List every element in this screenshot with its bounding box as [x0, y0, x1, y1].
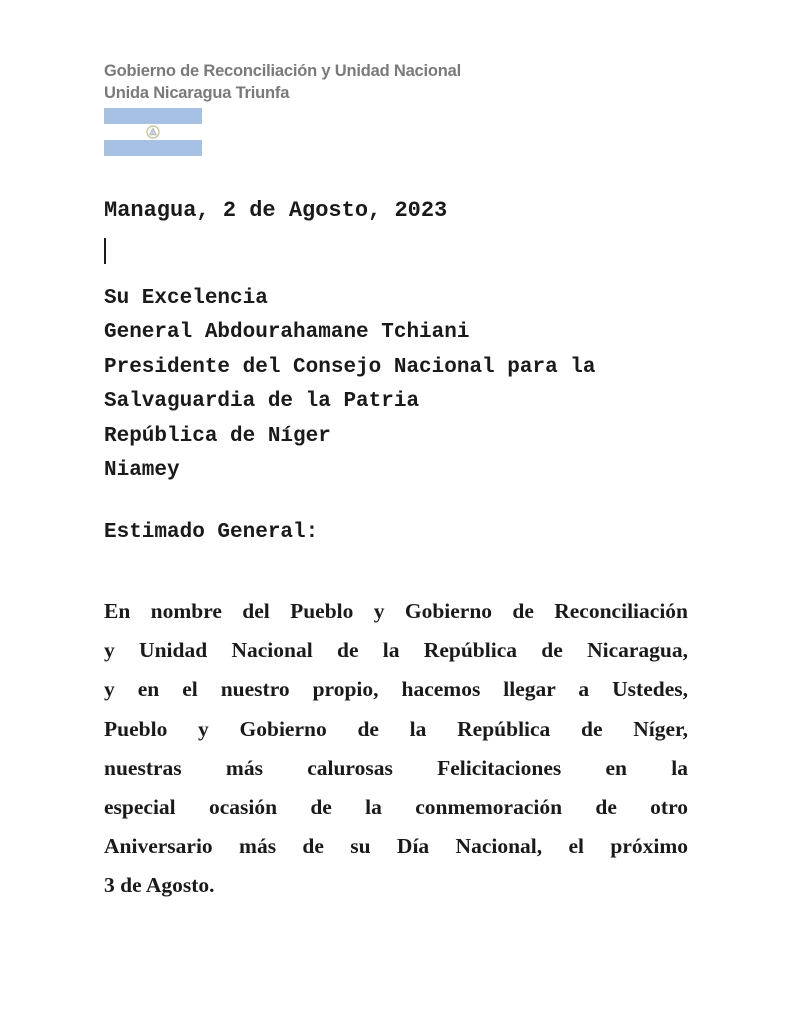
letterhead-line-1: Gobierno de Reconciliación y Unidad Nacional: [104, 62, 462, 80]
flag-emblem-icon: [145, 125, 161, 139]
salutation: Estimado General:: [104, 521, 319, 544]
body-line: y Unidad Nacional de la República de Nicaragua,: [104, 638, 688, 663]
body-line: y en el nuestro propio, hacemos llegar a Ustedes,: [104, 677, 688, 702]
recipient-line: Presidente del Consejo Nacional para la: [104, 355, 596, 379]
recipient-line: República de Níger: [104, 424, 331, 448]
letterhead-line-2: Unida Nicaragua Triunfa: [104, 84, 290, 102]
recipient-line: Salvaguardia de la Patria: [104, 390, 420, 414]
recipient-line: General Abdourahamane Tchiani: [104, 321, 470, 345]
body-line: nuestras más calurosas Felicitaciones en la: [104, 755, 688, 780]
letterhead: [104, 60, 461, 104]
body-line: especial ocasión de la conmemoración de otro: [104, 795, 688, 820]
body-line: En nombre del Pueblo y Gobierno de Reconciliación: [104, 599, 688, 623]
flag-band-top: [104, 108, 202, 124]
flag-band-bottom: [104, 140, 202, 156]
text-cursor: [104, 238, 106, 264]
recipient-line: Su Excelencia: [104, 287, 268, 310]
recipient-block: [104, 282, 595, 488]
letter-body: [104, 592, 688, 906]
nicaragua-flag-icon: [104, 108, 202, 156]
recipient-line: Niamey: [104, 459, 180, 483]
body-line: Pueblo y Gobierno de la República de Níger,: [104, 716, 688, 741]
body-line: 3 de Agosto.: [104, 873, 215, 898]
body-line: Aniversario más de su Día Nacional, el próximo: [104, 834, 688, 859]
letter-date: Managua, 2 de Agosto, 2023: [104, 198, 448, 223]
